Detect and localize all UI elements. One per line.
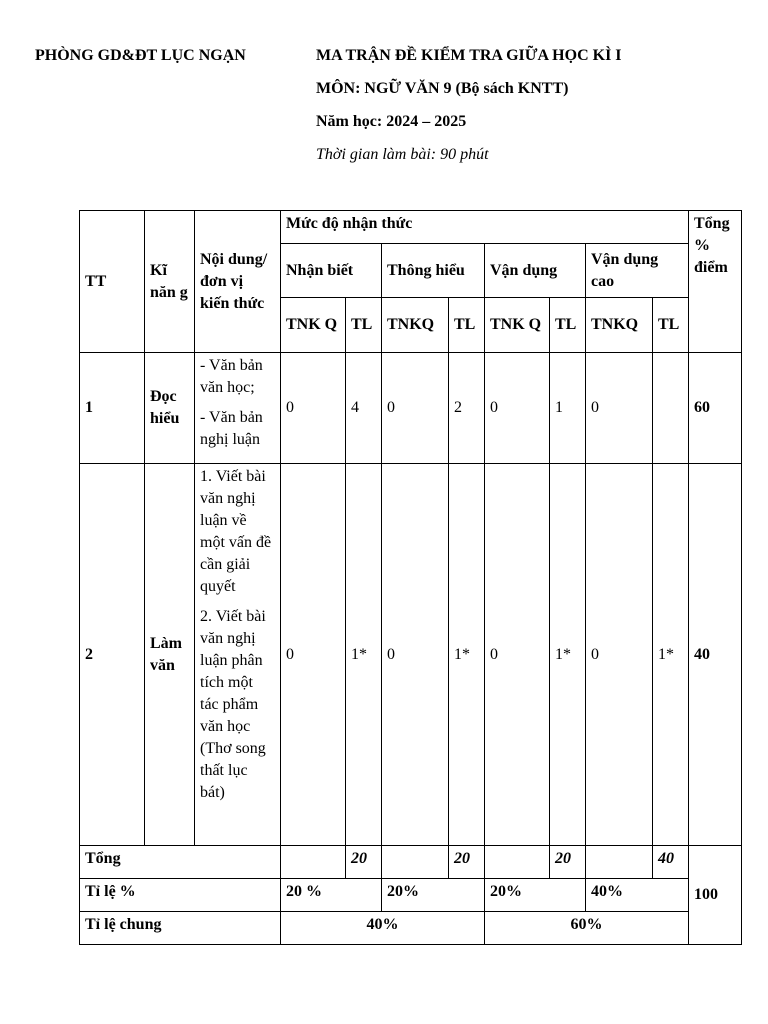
sum-value xyxy=(485,846,550,879)
document-title: MA TRẬN ĐỀ KIỂM TRA GIỮA HỌC KÌ I xyxy=(316,47,622,64)
cell-value: 1* xyxy=(653,464,689,846)
department-name: PHÒNG GD&ĐT LỤC NGẠN xyxy=(35,47,246,64)
header-total-percent: Tổng % điểm xyxy=(689,211,742,353)
header-cognitive-level: Mức độ nhận thức xyxy=(281,211,689,244)
cell-value: 0 xyxy=(586,353,653,464)
general-ratio-row xyxy=(80,912,742,945)
sub-header: TNK Q xyxy=(485,298,550,353)
table-row xyxy=(80,353,742,464)
cell-value: 2 xyxy=(449,353,485,464)
sum-label: Tổng xyxy=(80,846,281,879)
school-year: Năm học: 2024 – 2025 xyxy=(316,113,467,130)
sub-header: TNKQ xyxy=(586,298,653,353)
sub-header: TL xyxy=(653,298,689,353)
content-item: - Văn bản nghị luận xyxy=(200,409,263,448)
header-level-apply: Vận dụng xyxy=(485,244,586,298)
cell-value: 1* xyxy=(346,464,382,846)
cell-value: 1 xyxy=(550,353,586,464)
header-level-understand: Thông hiểu xyxy=(382,244,485,298)
sub-header: TNKQ xyxy=(382,298,449,353)
sum-value: 20 xyxy=(449,846,485,879)
row-total: 60 xyxy=(689,353,742,464)
cell-value: 0 xyxy=(281,464,346,846)
cell-value: 0 xyxy=(485,464,550,846)
cell-value: 0 xyxy=(281,353,346,464)
sub-header: TNK Q xyxy=(281,298,346,353)
sub-header: TL xyxy=(346,298,382,353)
sum-value xyxy=(586,846,653,879)
content-item: 1. Viết bài văn nghị luận về một vấn đề cần giải quyết xyxy=(200,468,272,595)
ratio-value: 40% xyxy=(586,879,689,912)
header-tt: TT xyxy=(80,211,145,353)
cell-value: 0 xyxy=(382,464,449,846)
sum-value: 20 xyxy=(346,846,382,879)
sum-value: 20 xyxy=(550,846,586,879)
header-row-1 xyxy=(80,211,742,244)
ratio-value: 20 % xyxy=(281,879,382,912)
cell-value: 0 xyxy=(485,353,550,464)
header-content: Nội dung/đơn vị kiến thức xyxy=(195,211,281,353)
header-level-recognize: Nhận biết xyxy=(281,244,382,298)
row-content xyxy=(195,353,281,464)
general-ratio-value: 40% xyxy=(281,912,485,945)
sub-header: TL xyxy=(449,298,485,353)
cell-value: 0 xyxy=(382,353,449,464)
row-total: 40 xyxy=(689,464,742,846)
cell-value: 1* xyxy=(449,464,485,846)
table-row xyxy=(80,464,742,846)
sum-value: 40 xyxy=(653,846,689,879)
subject-line: MÔN: NGỮ VĂN 9 (Bộ sách KNTT) xyxy=(316,80,569,97)
row-skill: Làm văn xyxy=(145,464,195,846)
general-ratio-value: 60% xyxy=(485,912,689,945)
exam-duration: Thời gian làm bài: 90 phút xyxy=(316,146,489,163)
ratio-value: 20% xyxy=(485,879,586,912)
row-content xyxy=(195,464,281,846)
assessment-matrix-table xyxy=(79,210,742,945)
ratio-row xyxy=(80,879,742,912)
header-skill: Kĩ năn g xyxy=(145,211,195,353)
title-block xyxy=(316,47,622,171)
sum-value xyxy=(281,846,346,879)
sum-row xyxy=(80,846,742,879)
ratio-value: 20% xyxy=(382,879,485,912)
cell-value: 1* xyxy=(550,464,586,846)
content-item: 2. Viết bài văn nghị luận phân tích một tác phẩm văn học (Thơ song thất lục bát) xyxy=(200,608,266,801)
sub-header: TL xyxy=(550,298,586,353)
cell-value: 0 xyxy=(586,464,653,846)
cell-value xyxy=(653,353,689,464)
ratio-label: Tỉ lệ % xyxy=(80,879,281,912)
general-ratio-label: Tỉ lệ chung xyxy=(80,912,281,945)
sum-value xyxy=(382,846,449,879)
grand-total: 100 xyxy=(689,846,742,945)
content-item: - Văn bản văn học; xyxy=(200,357,263,396)
row-tt: 1 xyxy=(80,353,145,464)
row-tt: 2 xyxy=(80,464,145,846)
row-skill: Đọc hiểu xyxy=(145,353,195,464)
cell-value: 4 xyxy=(346,353,382,464)
header-level-apply-high: Vận dụng cao xyxy=(586,244,689,298)
